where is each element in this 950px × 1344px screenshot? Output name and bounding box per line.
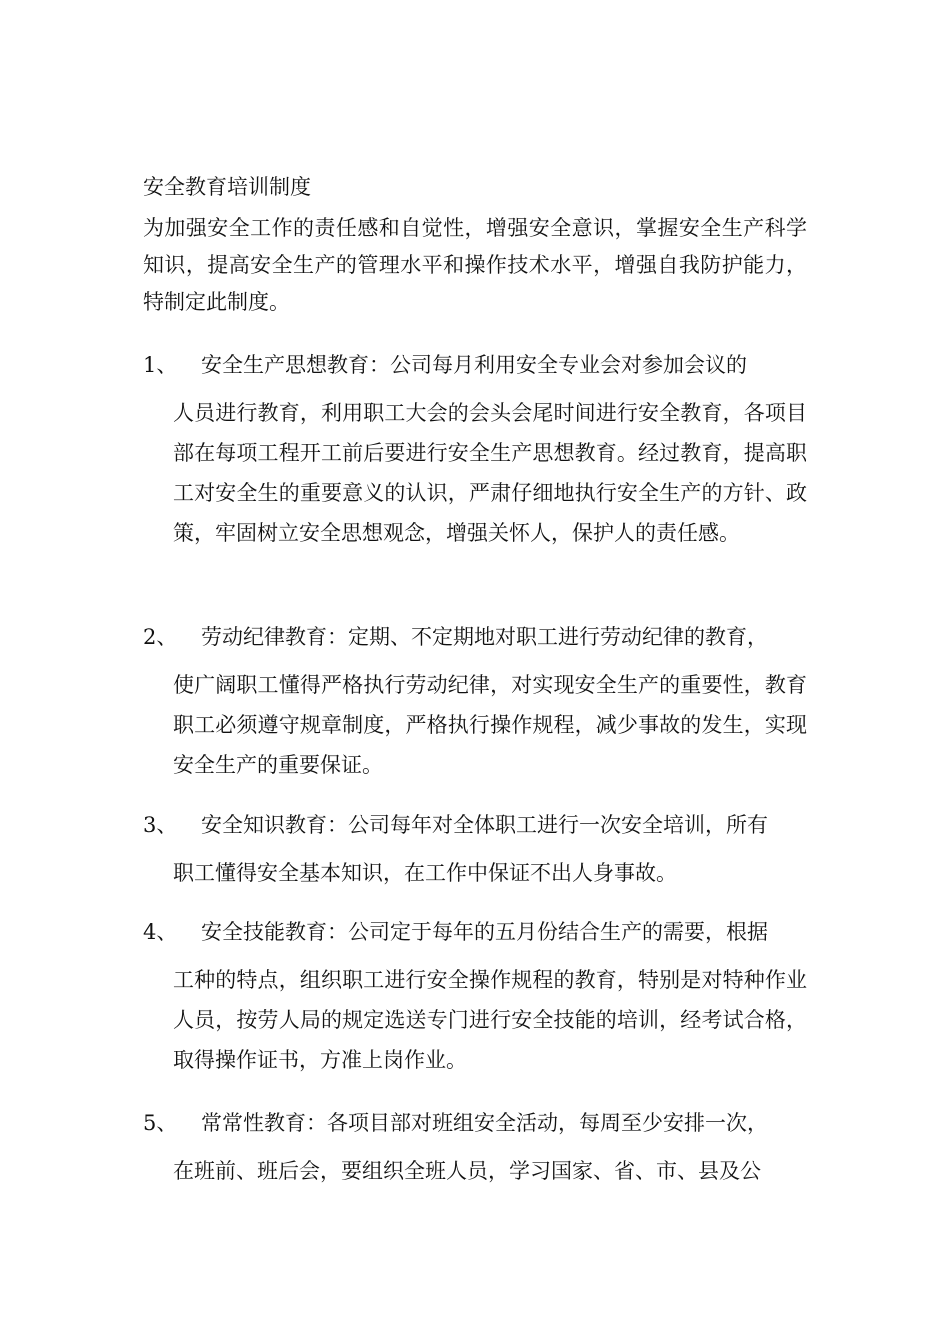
document-title: 安全教育培训制度 <box>143 175 311 199</box>
item-first-line: 劳动纪律教育：定期、不定期地对职工进行劳动纪律的教育， <box>201 625 768 649</box>
item-text <box>143 345 807 553</box>
list-item <box>143 1103 807 1191</box>
item-first-line: 安全生产思想教育：公司每月利用安全专业会对参加会议的 <box>201 353 747 377</box>
item-rest: 工种的特点，组织职工进行安全操作规程的教育，特别是对特种作业人员，按劳人局的规定选送专门进行安全技能的培训，经考试合格，取得操作证书，方准上岗作业。 <box>173 968 807 1072</box>
item-first-line: 安全知识教育：公司每年对全体职工进行一次安全培训，所有 <box>201 813 768 837</box>
item-number: 2、 <box>143 625 178 649</box>
item-number: 4、 <box>143 920 178 944</box>
list-item <box>143 345 807 553</box>
item-text <box>143 805 807 893</box>
item-first-line: 常常性教育：各项目部对班组安全活动，每周至少安排一次， <box>201 1111 768 1135</box>
item-rest: 人员进行教育，利用职工大会的会头会尾时间进行安全教育，各项目部在每项工程开工前后要进行安全生产思想教育。经过教育，提高职工对安全生的重要意义的认识，严肃仔细地执行安全生产的方针、政策，牢固树立安全思想观念，增强关怀人，保护人的责任感。 <box>173 401 807 545</box>
item-number: 5、 <box>143 1111 178 1135</box>
item-text <box>143 1103 807 1191</box>
item-rest: 职工懂得安全基本知识，在工作中保证不出人身事故。 <box>173 861 677 885</box>
item-rest: 在班前、班后会，要组织全班人员，学习国家、省、市、县及公 <box>173 1159 761 1183</box>
list-item <box>143 617 807 785</box>
item-rest: 使广阔职工懂得严格执行劳动纪律，对实现安全生产的重要性，教育职工必须遵守规章制度，严格执行操作规程，减少事故的发生，实现安全生产的重要保证。 <box>173 673 807 777</box>
list-item <box>143 805 807 893</box>
list-item <box>143 912 807 1080</box>
item-first-line: 安全技能教育：公司定于每年的五月份结合生产的需要，根据 <box>201 920 768 944</box>
item-text <box>143 617 807 785</box>
item-number: 3、 <box>143 813 178 837</box>
intro-paragraph: 为加强安全工作的责任感和自觉性，增强安全意识，掌握安全生产科学知识，提高安全生产的管理水平和操作技术水平，增强自我防护能力，特制定此制度。 <box>143 216 807 314</box>
item-text <box>143 912 807 1080</box>
item-number: 1、 <box>143 353 178 377</box>
